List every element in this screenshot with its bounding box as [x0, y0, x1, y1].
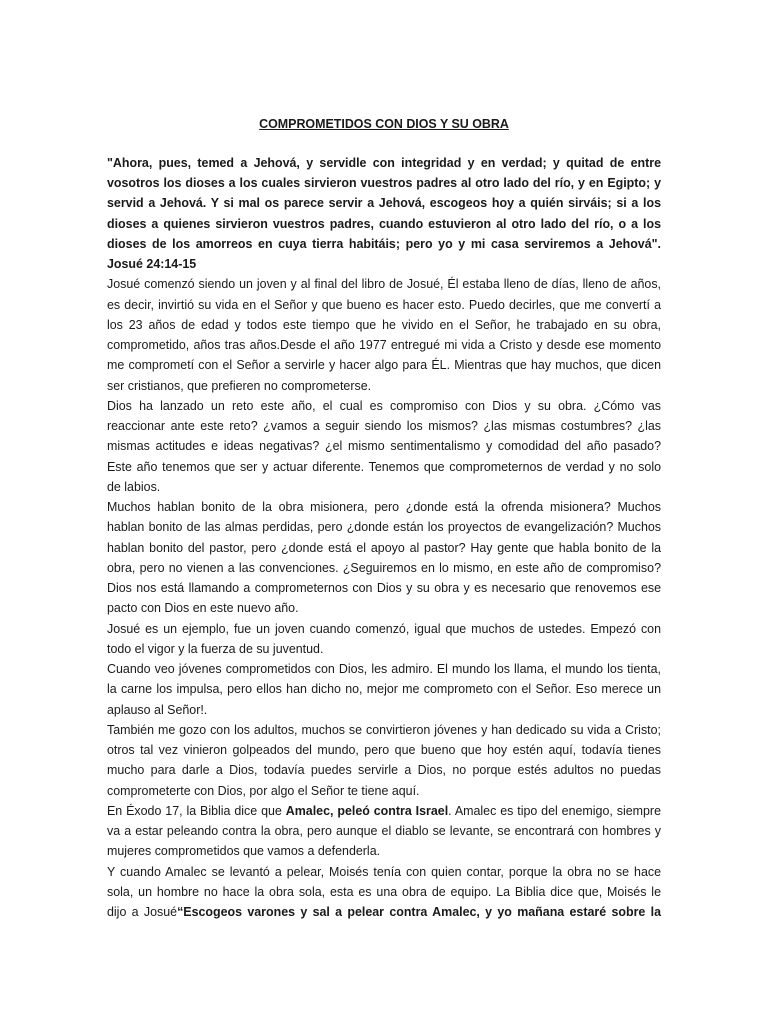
- paragraph: [107, 274, 661, 396]
- text-line: todo el vigor y la fuerza de su juventud.: [107, 641, 324, 656]
- text-line: mujeres comprometidos que vamos a defenderla.: [107, 844, 381, 859]
- text-line: comprometido, años tras años.Desde el año 1977 entregué mi vida a Cristo y desde ese momento: [107, 338, 661, 353]
- text-line: va a estar peleando contra la obra, pero aunque el diablo se levante, se encontrará con hombres y: [107, 824, 661, 839]
- text-line: "Ahora, pues, temed a Jehová, y servidle con integridad y en verdad; y quitad de entre: [107, 155, 661, 170]
- text-line: los 23 años de edad y todos este tiempo que he vivido en el Señor, he trabajado en su obra,: [107, 317, 661, 332]
- text-line: otros tal vez vinieron golpeados del mundo, pero que bueno que hoy estén aquí, todavía tienes: [107, 743, 661, 758]
- text-line: Josué comenzó siendo un joven y al final del libro de Josué, Él estaba lleno de días, lleno de años,: [107, 277, 661, 292]
- bold-text: “Escogeos varones y sal a pelear contra Amalec, y yo mañana estaré sobre la: [177, 905, 661, 920]
- text-line: También me gozo con los adultos, muchos se convirtieron jóvenes y han dedicado su vida a Cristo;: [107, 722, 661, 737]
- paragraph: [107, 801, 661, 862]
- text-line: sola, un hombre no hace la obra sola, esta es una obra de equipo. La Biblia dice que, Moisés le: [107, 884, 661, 899]
- text-line: es decir, invirtió su vida en el Señor y que bueno es hacer esto. Puedo decirles, que me convertí a: [107, 297, 661, 312]
- paragraph: [107, 396, 661, 497]
- text-line: reaccionar ante este reto? ¿vamos a seguir siendo los mismos? ¿las mismas costumbres? ¿las: [107, 419, 661, 434]
- text-line: [107, 902, 661, 922]
- text-line: de labios.: [107, 479, 161, 494]
- text-line: Cuando veo jóvenes comprometidos con Dios, les admiro. El mundo los llama, el mundo los tienta,: [107, 662, 661, 677]
- text-line: mismas actitudes e ideas negativas? ¿el mismo sentimentalismo y comodidad del año pasado?: [107, 439, 661, 454]
- text-line: vosotros los dioses a los cuales sirvieron vuestros padres al otro lado del río, y en Egipto; y: [107, 176, 661, 191]
- paragraph: [107, 619, 661, 660]
- paragraph: [107, 720, 661, 801]
- text-line: aplauso al Señor!.: [107, 702, 208, 717]
- text-line: pacto con Dios en este nuevo año.: [107, 601, 299, 616]
- text-line: ser cristianos, que prefieren no comprometerse.: [107, 378, 372, 393]
- bold-text: Amalec, peleó contra Israel: [285, 803, 449, 818]
- text-line: Este año tenemos que ser y actuar diferente. Tenemos que comprometernos de verdad y no solo: [107, 459, 661, 474]
- text-line: servid a Jehová. Y si mal os parece servir a Jehová, escogeos hoy a quién sirváis; si a los: [107, 196, 661, 211]
- text-segment: dijo a Josué: [107, 905, 178, 920]
- text-line: dioses de los amorreos en cuya tierra habitáis; pero yo y mi casa serviremos a Jehová".: [107, 236, 661, 251]
- text-line: me comprometí con el Señor a servirle y hacer algo para ÉL. Mientras que hay muchos, que dicen: [107, 358, 661, 373]
- text-line: dioses a quienes sirvieron vuestros padres, cuando estuvieron al otro lado del río, o a los: [107, 216, 661, 231]
- bible-reference: Josué 24:14-15: [107, 257, 197, 272]
- paragraph: [107, 862, 661, 923]
- text-segment: En Éxodo 17, la Biblia dice que: [107, 803, 286, 818]
- text-line: hablan bonito del pastor, pero ¿donde está el apoyo al pastor? Hay gente que habla bonito de la: [107, 540, 661, 555]
- text-line: hablan bonito de las almas perdidas, pero ¿donde están los proyectos de evangelización? Muchos: [107, 520, 661, 535]
- text-line: comprometerte con Dios, por algo el Señor te tiene aquí.: [107, 783, 420, 798]
- text-line: Y cuando Amalec se levantó a pelear, Moisés tenía con quien contar, porque la obra no se hace: [107, 864, 661, 879]
- paragraph: [107, 497, 661, 619]
- document-body: [107, 114, 661, 923]
- paragraph: [107, 659, 661, 720]
- text-line: [107, 801, 661, 821]
- text-line: Dios nos está llamando a comprometernos con Dios y su obra y es necesario que renovemos ese: [107, 581, 661, 596]
- text-line: obra, pero no vienen a las convenciones. ¿Seguiremos en lo mismo, en este año de compromiso?: [107, 560, 661, 575]
- text-segment: . Amalec es tipo del enemigo, siempre: [448, 803, 661, 818]
- text-line: Josué es un ejemplo, fue un joven cuando comenzó, igual que muchos de ustedes. Empezó con: [107, 621, 661, 636]
- page-title: COMPROMETIDOS CON DIOS Y SU OBRA: [259, 116, 509, 131]
- text-line: mucho para darle a Dios, todavía puedes servirle a Dios, no porque estés adultos no puedas: [107, 763, 661, 778]
- text-line: la carne los impulsa, pero ellos han dicho no, mejor me comprometo con el Señor. Eso merece un: [107, 682, 661, 697]
- text-line: Muchos hablan bonito de la obra misionera, pero ¿donde está la ofrenda misionera? Muchos: [107, 500, 661, 515]
- text-line: Dios ha lanzado un reto este año, el cual es compromiso con Dios y su obra. ¿Cómo vas: [107, 398, 661, 413]
- bible-quote: [107, 153, 661, 275]
